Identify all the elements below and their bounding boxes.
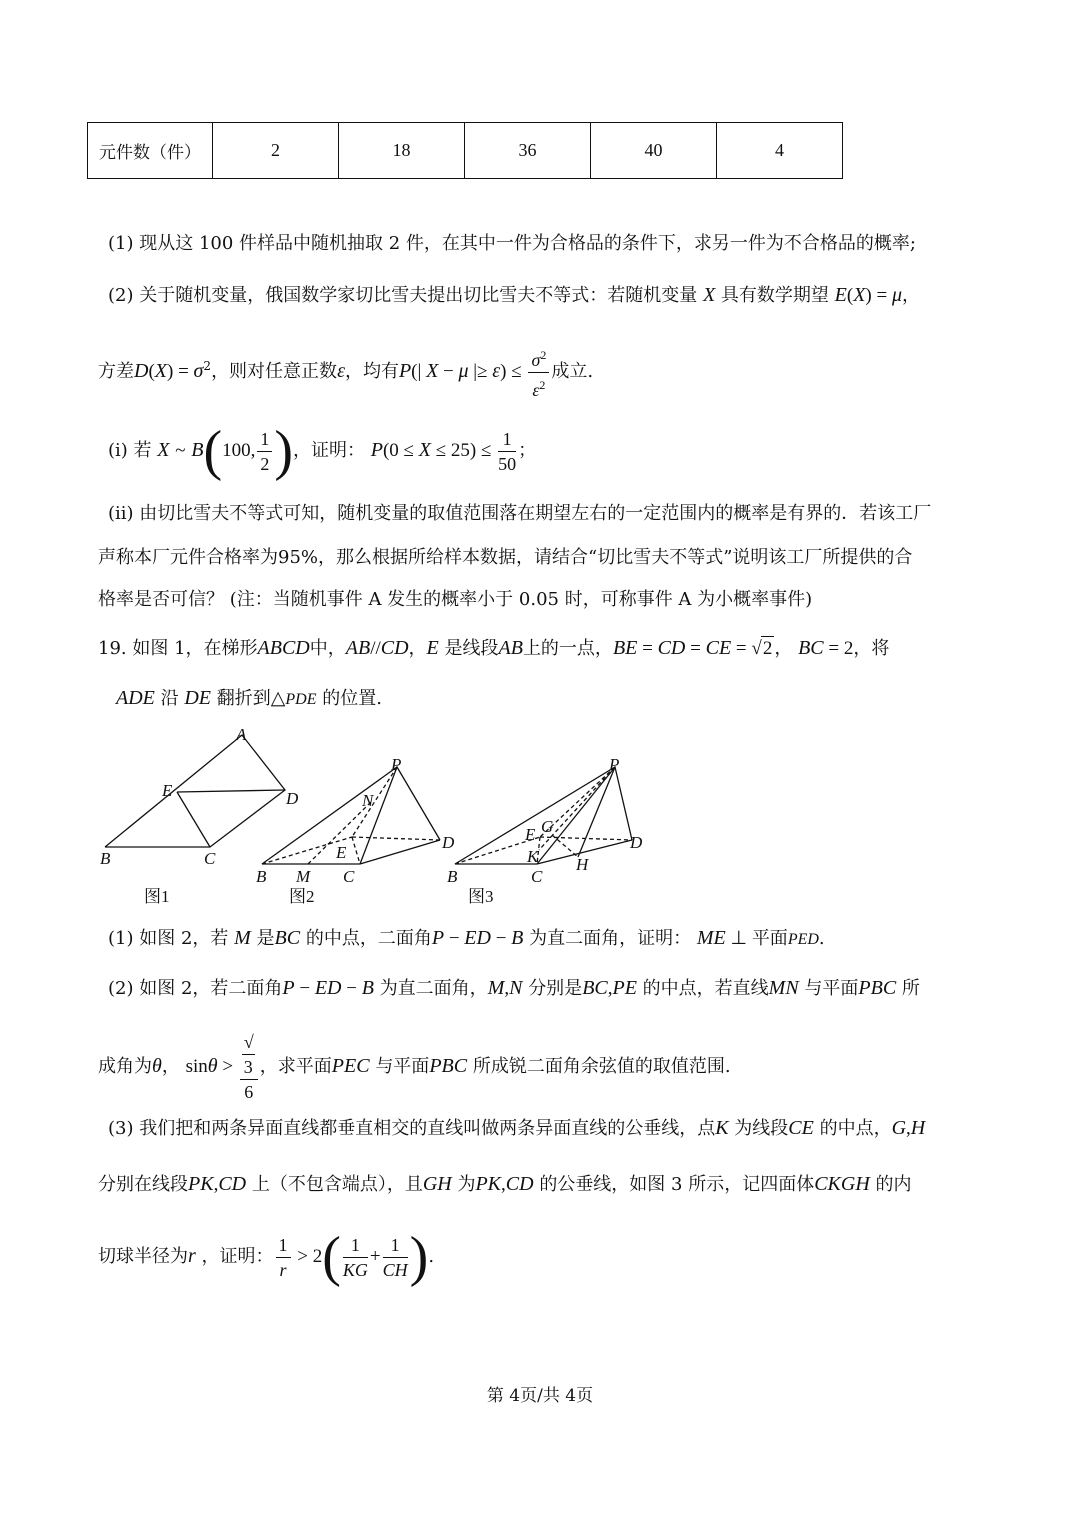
sample-table xyxy=(87,122,843,179)
fig1-caption: 图1 xyxy=(144,887,170,906)
q18-part-ii-line1: (ii) 由切比雪夫不等式可知，随机变量的取值范围落在期望左右的一定范围内的概率是有界的．若该工厂 xyxy=(108,503,932,524)
svg-text:G: G xyxy=(541,817,554,836)
svg-text:M: M xyxy=(296,867,311,886)
q19-intro-line1: 19. 如图 1，在梯形ABCD中，AB//CD，E 是线段AB上的一点，BE = CD = CE = √2 ， BC = 2，将 xyxy=(98,637,890,659)
svg-text:P: P xyxy=(609,755,620,774)
fig3-caption: 图3 xyxy=(468,887,494,906)
table-cell: 18 xyxy=(339,123,465,179)
table-cell: 2 xyxy=(213,123,339,179)
svg-text:E: E xyxy=(336,843,347,862)
q19-part3-line3: 切球半径为r ，证明： $\frac{1}{r}$ > 2( $\frac{1}{KG}$ + $\frac{1}{CH}$ ). xyxy=(98,1226,435,1288)
q19-part2-line2: 成角为θ， sinθ > √ 3 6 ，求平面PEC 与平面PBC 所成锐二面角余弦值的取值范围. xyxy=(98,1032,731,1102)
svg-text:D: D xyxy=(442,833,455,852)
svg-text:P: P xyxy=(391,755,402,774)
svg-text:E: E xyxy=(162,781,173,800)
table-cell: 36 xyxy=(465,123,591,179)
q18-part-ii-line3: 格率是否可信？ (注：当随机事件 A 发生的概率小于 0.05 时，可称事件 A 为小概率事件) xyxy=(98,589,813,610)
q18-part2-line2: 方差$D(X) = \sigma^2$，则对任意正数ε，均有P(| X − μ |≥ ε) ≤ $\frac{\sigma^2}{\varepsilon^2}$ 成立. xyxy=(98,338,593,394)
svg-text:C: C xyxy=(204,849,216,868)
svg-text:C: C xyxy=(531,867,543,886)
q19-part3-line1: (3) 我们把和两条异面直线都垂直相交的直线叫做两条异面直线的公垂线，点K 为线段CE 的中点，G,H xyxy=(108,1117,926,1139)
q18-part2-line1: (2) 关于随机变量，俄国数学家切比雪夫提出切比雪夫不等式：若随机变量 X 具有数学期望 E(X) = μ， xyxy=(108,284,920,306)
svg-text:E: E xyxy=(525,825,536,844)
svg-text:A: A xyxy=(236,725,247,744)
svg-text:C: C xyxy=(343,867,355,886)
page-footer: 第 4页/共 4页 xyxy=(486,1386,594,1406)
figure-group xyxy=(90,722,670,916)
q19-part3-line2: 分别在线段PK,CD 上（不包含端点），且GH 为PK,CD 的公垂线，如图 3 所示，记四面体CKGH 的内 xyxy=(98,1173,912,1195)
svg-text:D: D xyxy=(630,833,643,852)
svg-text:H: H xyxy=(576,855,589,874)
svg-text:D: D xyxy=(286,789,299,808)
q19-intro-line2: ADE 沿 DE 翻折到△PDE 的位置. xyxy=(116,687,382,709)
svg-text:B: B xyxy=(447,867,458,886)
svg-text:N: N xyxy=(362,791,374,810)
q19-part2-line1: (2) 如图 2，若二面角P − ED − B 为直二面角，M,N 分别是BC,PE 的中点，若直线MN 与平面PBC 所 xyxy=(108,977,920,999)
q18-part-ii-line2: 声称本厂元件合格率为95%，那么根据所给样本数据，请结合“切比雪夫不等式”说明该工厂所提供的合 xyxy=(98,547,913,568)
svg-text:K: K xyxy=(527,847,539,866)
svg-text:B: B xyxy=(256,867,267,886)
svg-text:B: B xyxy=(100,849,111,868)
fig2-caption: 图2 xyxy=(289,887,315,906)
q18-part1: (1) 现从这 100 件样品中随机抽取 2 件，在其中一件为合格品的条件下，求另一件为不合格品的概率; xyxy=(108,233,916,254)
q19-part1: (1) 如图 2，若 M 是BC 的中点，二面角P − ED − B 为直二面角，证明： ME ⊥ 平面PED. xyxy=(108,927,825,949)
table-cell: 4 xyxy=(717,123,843,179)
table-row xyxy=(88,123,843,179)
table-row-label: 元件数（件） xyxy=(88,123,213,179)
table-cell: 40 xyxy=(591,123,717,179)
q18-part-i: (i) 若 X ~ B(100, $\frac{1}{2}$ )，证明： P(0 ≤ X ≤ 25) ≤ $\frac{1}{50}$ ； xyxy=(108,420,537,482)
geometry-figures xyxy=(90,722,670,912)
